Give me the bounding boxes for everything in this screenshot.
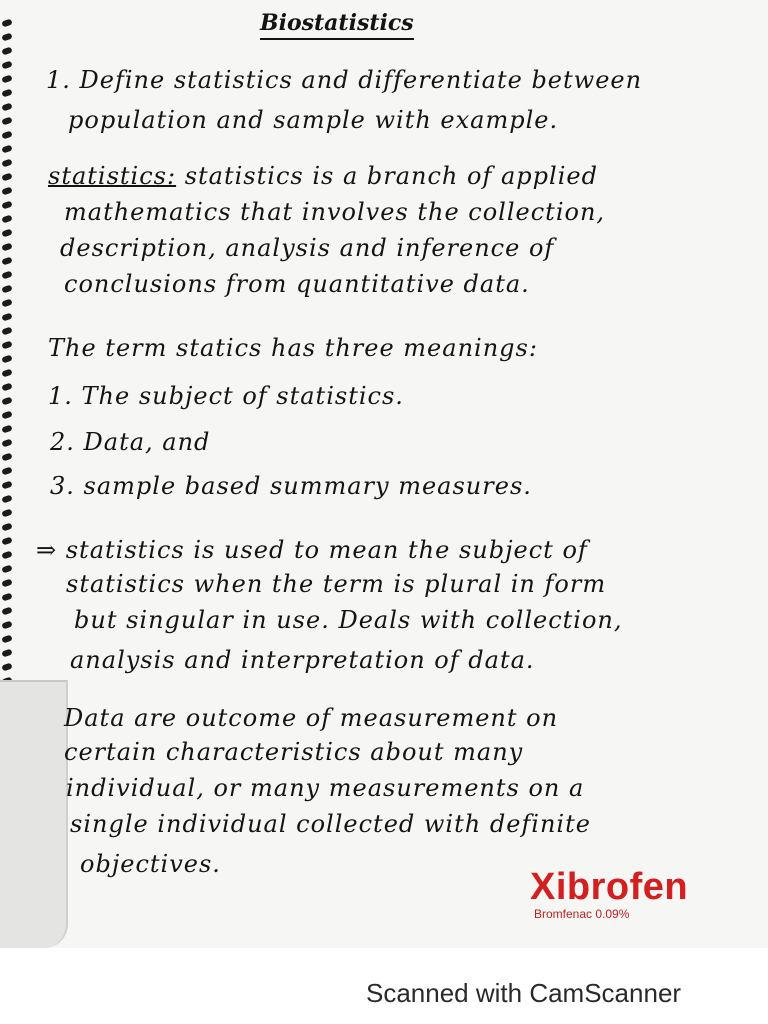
spiral-ring xyxy=(1,579,12,588)
tab-card xyxy=(0,680,68,948)
spiral-ring xyxy=(1,89,12,98)
spiral-ring xyxy=(1,481,12,490)
definition-line-1 xyxy=(48,162,598,190)
data-line-1: Data are outcome of measurement on xyxy=(64,704,559,732)
question-line-2: population and sample with example. xyxy=(68,106,559,134)
spiral-ring xyxy=(1,607,12,616)
definition-text-1: statistics is a branch of applied xyxy=(184,162,598,190)
spiral-ring xyxy=(1,75,12,84)
spiral-ring xyxy=(1,47,12,56)
page-title: Biostatistics xyxy=(260,10,414,40)
spiral-ring xyxy=(1,187,12,196)
spiral-ring xyxy=(1,593,12,602)
term-label: statistics: xyxy=(48,162,177,190)
spiral-ring xyxy=(1,131,12,140)
meaning-item-2: 2. Data, and xyxy=(50,428,211,456)
spiral-ring xyxy=(1,243,12,252)
meaning-item-3: 3. sample based summary measures. xyxy=(50,472,532,500)
spiral-ring xyxy=(1,229,12,238)
spiral-ring xyxy=(1,355,12,364)
spiral-ring xyxy=(1,145,12,154)
spiral-ring xyxy=(1,257,12,266)
spiral-ring xyxy=(1,215,12,224)
spiral-ring xyxy=(1,285,12,294)
definition-line-2: mathematics that involves the collection, xyxy=(64,198,606,226)
data-line-4: single individual collected with definite xyxy=(70,810,591,838)
spiral-ring xyxy=(1,635,12,644)
spiral-ring xyxy=(1,383,12,392)
spiral-ring xyxy=(1,649,12,658)
spiral-ring xyxy=(1,439,12,448)
question-line-1: 1. Define statistics and differentiate between xyxy=(46,66,643,94)
definition-line-4: conclusions from quantitative data. xyxy=(64,270,530,298)
spiral-ring xyxy=(1,341,12,350)
spiral-ring xyxy=(1,299,12,308)
usage-line-3: but singular in use. Deals with collection, xyxy=(74,606,623,634)
spiral-ring xyxy=(1,271,12,280)
watermark-logo xyxy=(530,866,688,921)
spiral-ring xyxy=(1,495,12,504)
spiral-ring xyxy=(1,537,12,546)
data-line-3: individual, or many measurements on a xyxy=(66,774,585,802)
usage-line-2: statistics when the term is plural in form xyxy=(66,570,607,598)
meaning-item-1: 1. The subject of statistics. xyxy=(48,382,404,410)
data-line-2: certain characteristics about many xyxy=(64,738,524,766)
spiral-ring xyxy=(1,61,12,70)
scanner-footer: Scanned with CamScanner xyxy=(366,978,682,1008)
spiral-ring xyxy=(1,551,12,560)
spiral-ring xyxy=(1,453,12,462)
spiral-ring xyxy=(1,425,12,434)
spiral-ring xyxy=(1,327,12,336)
spiral-ring xyxy=(1,117,12,126)
usage-line-1: ⇒ statistics is used to mean the subject of xyxy=(36,536,588,564)
spiral-ring xyxy=(1,523,12,532)
spiral-ring xyxy=(1,663,12,672)
spiral-ring xyxy=(1,411,12,420)
spiral-ring xyxy=(1,467,12,476)
spiral-ring xyxy=(1,565,12,574)
logo-name: Xibrofen xyxy=(530,866,689,908)
spiral-ring xyxy=(1,397,12,406)
spiral-ring xyxy=(1,173,12,182)
spiral-ring xyxy=(1,621,12,630)
usage-line-4: analysis and interpretation of data. xyxy=(70,646,535,674)
spiral-ring xyxy=(1,103,12,112)
spiral-ring xyxy=(1,201,12,210)
spiral-ring xyxy=(1,19,12,28)
definition-line-3: description, analysis and inference of xyxy=(60,234,555,262)
spiral-ring xyxy=(1,33,12,42)
spiral-ring xyxy=(1,159,12,168)
data-line-5: objectives. xyxy=(80,850,221,878)
spiral-ring xyxy=(1,509,12,518)
logo-subtitle: Bromfenac 0.09% xyxy=(534,907,630,921)
spiral-ring xyxy=(1,313,12,322)
spiral-ring xyxy=(1,369,12,378)
meanings-heading: The term statics has three meanings: xyxy=(48,334,538,362)
spiral-binding xyxy=(0,0,16,690)
